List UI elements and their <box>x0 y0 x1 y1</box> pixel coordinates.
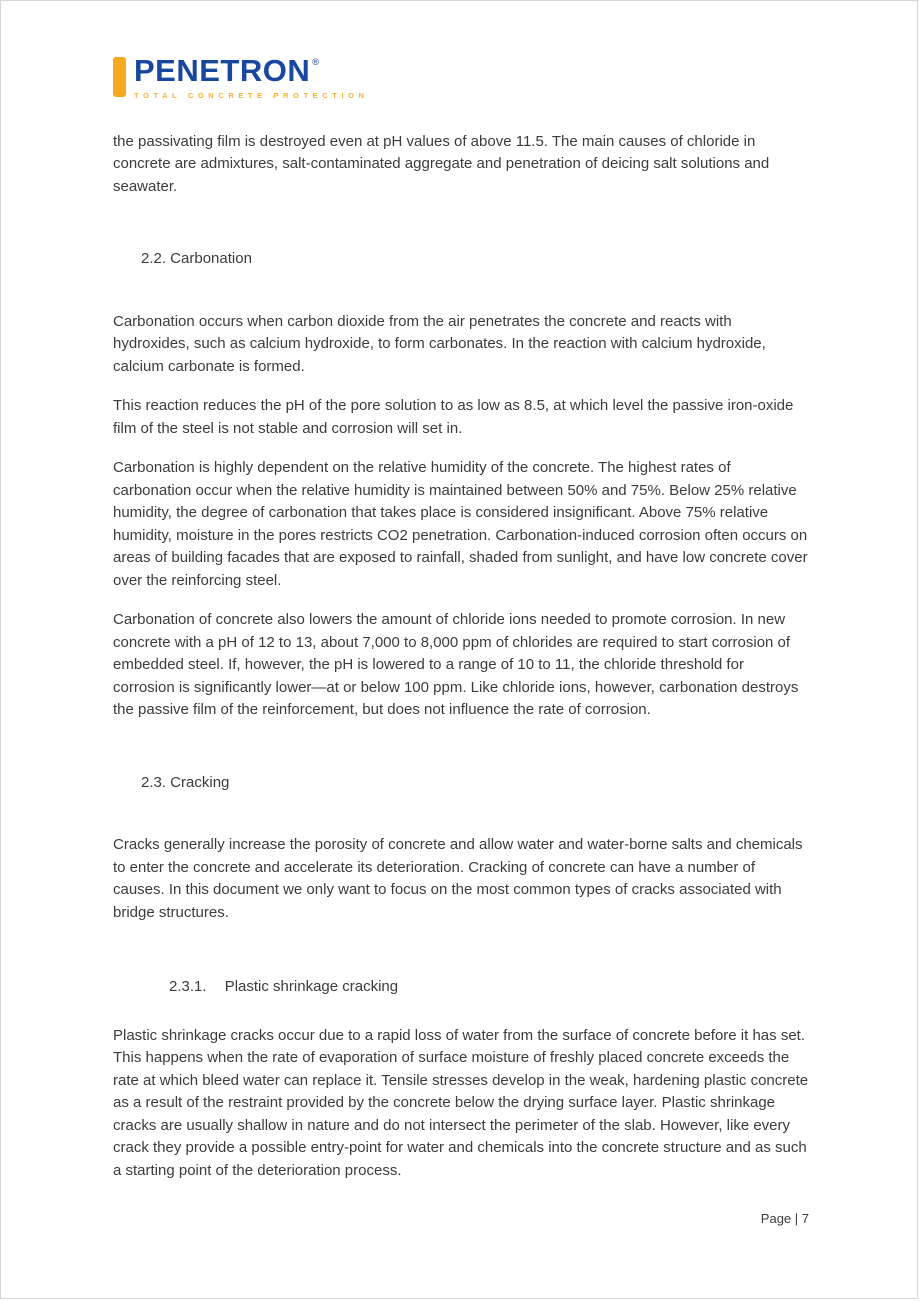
heading-2-2-carbonation: 2.2. Carbonation <box>141 250 252 268</box>
logo-orange-bar-icon <box>113 57 126 97</box>
heading-title: Plastic shrinkage cracking <box>224 978 399 996</box>
paragraph-carbonation-4: Carbonation of concrete also lowers the amount of chloride ions needed to promote corrosion. In new concrete with a pH of 12 to 13, about 7,000 to 8,000 ppm of chlorides are required to start corrosion of embedded steel. If, however, the pH is lowered to a range of 10 to 11, the chloride threshold for corrosion is significantly lower—at or below 100 ppm. Like chloride ions, however, carbonation destroys the passive film of the reinforcement, but does not influence the rate of corrosion. <box>113 611 799 719</box>
logo-text-block <box>134 55 369 100</box>
page-footer <box>761 1211 809 1226</box>
logo-registered-mark: ® <box>312 57 319 67</box>
paragraph-cracking-1: Cracks generally increase the porosity of concrete and allow water and water-borne salts and chemicals to enter the concrete and accelerate its deterioration. Cracking of concrete can have a number of causes. In this document we only want to focus on the most common types of cracks associated with bridge structures. <box>113 836 803 921</box>
document-body <box>113 131 809 1183</box>
logo-brand-row <box>134 55 369 88</box>
page-number: Page | 7 <box>760 1211 809 1226</box>
penetron-logo <box>113 55 917 100</box>
paragraph-carbonation-1: Carbonation occurs when carbon dioxide from the air penetrates the concrete and reacts with hydroxides, such as calcium hydroxide, to form carbonates. In the reaction with calcium hydroxide, calcium carbonate is formed. <box>113 312 766 375</box>
logo-brand-text: PENETRON <box>134 53 311 88</box>
logo-tagline: TOTAL CONCRETE PROTECTION <box>134 90 369 100</box>
paragraph-carbonation-2: This reaction reduces the pH of the pore solution to as low as 8.5, at which level the passive iron-oxide film of the steel is not stable and corrosion will set in. <box>113 397 794 437</box>
paragraph-intro: the passivating film is destroyed even at pH values of above 11.5. The main causes of chloride in concrete are admixtures, salt-contaminated aggregate and penetration of deicing salt solutions and seawater. <box>113 132 770 195</box>
heading-2-3-cracking: 2.3. Cracking <box>141 773 230 791</box>
heading-number: 2.3.1. <box>169 978 207 996</box>
heading-2-3-1-plastic-shrinkage <box>169 976 809 999</box>
paragraph-plastic-shrinkage-1: Plastic shrinkage cracks occur due to a rapid loss of water from the surface of concrete before it has set. This happens when the rate of evaporation of surface moisture of freshly placed concrete exceeds the rate at which bleed water can replace it. Tensile stresses develop in the weak, hardening plastic concrete as a result of the restraint provided by the concrete below the drying surface layer. Plastic shrinkage cracks are usually shallow in nature and do not intersect the perimeter of the slab. However, like every crack they provide a possible entry-point for water and chemicals into the concrete structure and as such a starting point of the deterioration process. <box>113 1026 809 1179</box>
paragraph-carbonation-3: Carbonation is highly dependent on the relative humidity of the concrete. The highest rates of carbonation occur when the relative humidity is maintained between 50% and 75%. Below 25% relative humidity, the degree of carbonation that takes place is considered insignificant. Above 75% relative humidity, moisture in the pores restricts CO2 penetration. Carbonation-induced corrosion often occurs on areas of building facades that are exposed to rainfall, shaded from sunlight, and have low concrete cover over the reinforcing steel. <box>113 459 808 589</box>
